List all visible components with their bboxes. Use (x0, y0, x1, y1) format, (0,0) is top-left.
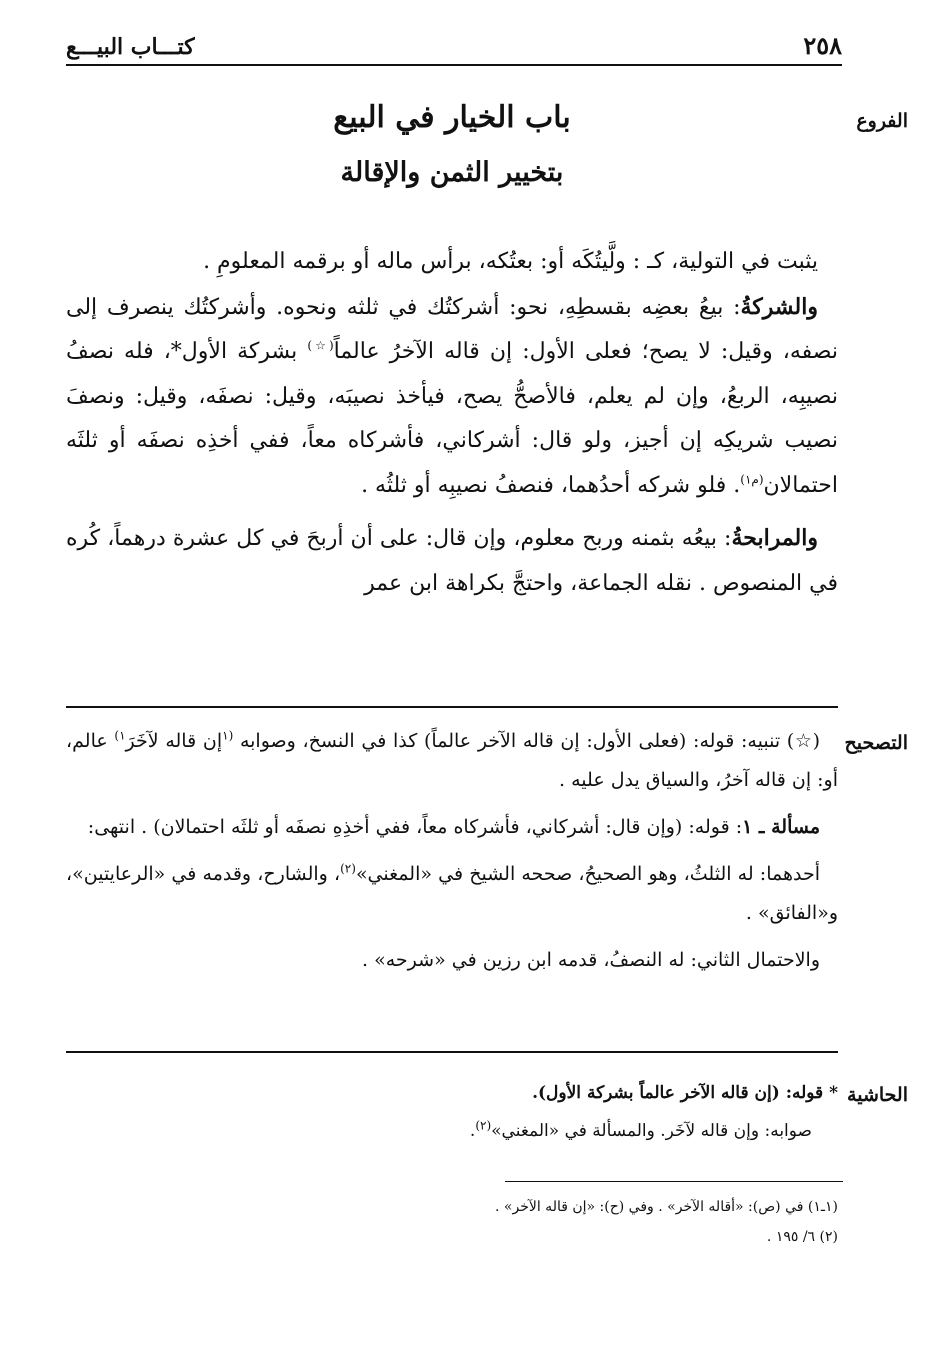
footnotes (66, 1192, 838, 1252)
hashiya-section (66, 1074, 838, 1150)
main-paragraph-2: والشركةُ: بيعُ بعضِه بقسطِهِ، نحو: أشركتُك في ثلثه ونحوه. وأشركتُك ينصرف إلى نصفه، وقيل: لا يصح؛ فعلى الأول: إن قاله الآخرُ عالماً(☆) بشركة الأول*، فله نصفُ نصيبِه، الربعُ، وإن لم يعلم، فالأصحُّ يصح، فيأخذ نصيبَه، وقيل: نصفَه، وقيل: ونصفَ نصيب شريكِه إن أجيز، ولو قال: أشركاني، فأشركاه معاً، ففي أخذِه نصفَه أو ثلثَه احتمالان$^{(م١)}$. فلو شركه أحدُهما، فنصفُ نصيبِه أو ثلثُه . (66, 293, 838, 498)
tashih-opinion-2: والاحتمال الثاني: له النصفُ، قدمه ابن رزين في «شرحه» . (362, 949, 820, 971)
running-header (66, 30, 842, 66)
tashih-section (66, 722, 838, 980)
divider-tashih-hashiya (66, 1051, 838, 1053)
side-label-tashih: التصحيح (844, 732, 908, 754)
main-text (66, 240, 838, 606)
chapter-heading (66, 100, 838, 188)
footnote-1: (١ـ١) في (ص): «أقاله الآخر» . وفي (ح): «إن قاله الآخر» . (495, 1199, 838, 1215)
main-paragraph-1: يثبت في التولية، كـ : ولَّيتُكَه أو: بعتُكه، برأس ماله أو برقمه المعلومِ . (203, 249, 818, 274)
hashiya-quote: * قوله: (إن قاله الآخر عالماً بشركة الأول). (532, 1083, 838, 1103)
tashih-opinion-1: أحدهما: له الثلثُ، وهو الصحيحُ، صححه الشيخ في «المغني»$^{(٢)}$، والشارح، وقدمه في «الرعايتين»، و«الفائق» . (66, 861, 838, 924)
footnote-2: (٢) ٦/ ١٩٥ . (766, 1229, 838, 1245)
hashiya-comment: صوابه: وإن قاله لآخَر. والمسألة في «المغني»$^{(٢)}$. (469, 1118, 812, 1141)
chapter-title: باب الخيار في البيع (333, 100, 571, 135)
page-number: ٢٥٨ (803, 31, 842, 60)
side-label-furu: الفروع (856, 110, 908, 132)
term-shirka: والشركةُ (740, 293, 818, 320)
tashih-issue-1: مسألة ـ ١: قوله: (وإن قال: أشركاني، فأشركاه معاً، ففي أخذِهِ نصفَه أو ثلثَه احتمالان) . انتهى: (87, 816, 820, 838)
issue-marker: (م١) (740, 472, 764, 487)
divider-main-tashih (66, 706, 838, 708)
tashih-note-1: (☆) تنبيه: قوله: (فعلى الأول: إن قاله الآخر عالماً) كذا في النسخ، وصوابه $^{(١}$إن قاله لآخَرَ$^{١)}$ عالم، أو: إن قاله آخرُ، والسياق يدل عليه . (66, 728, 838, 791)
footnote-divider (505, 1181, 843, 1182)
correction-marker: (☆) (307, 338, 334, 353)
side-label-hashiya: الحاشية (847, 1084, 908, 1106)
term-murabaha: والمرابحةُ (731, 525, 818, 551)
chapter-subtitle: بتخيير الثمن والإقالة (340, 157, 564, 188)
main-paragraph-3: والمرابحةُ: بيعُه بثمنه وربح معلوم، وإن قال: على أن أربحَ في كل عشرة درهماً، كُره في المنصوص . نقله الجماعة، واحتجَّ بكراهة ابن عمر (66, 525, 838, 596)
book-title: كتـــاب البيـــع (66, 34, 195, 60)
